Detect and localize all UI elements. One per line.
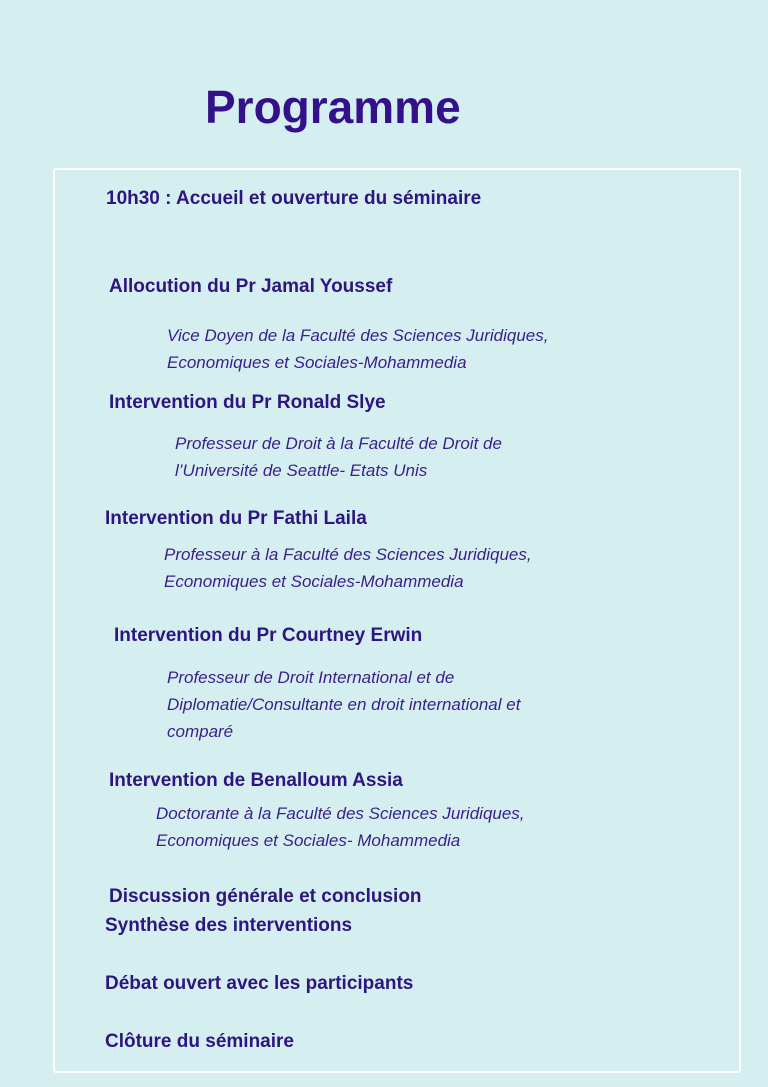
item-description-fathi-laila	[164, 541, 532, 595]
description-line: Vice Doyen de la Faculté des Sciences Juridiques,	[167, 326, 549, 345]
discussion-heading: Discussion générale et conclusion	[109, 886, 422, 907]
description-line: Economiques et Sociales-Mohammedia	[164, 572, 464, 591]
description-line: Professeur de Droit International et de	[167, 668, 455, 687]
description-line: Diplomatie/Consultante en droit international et	[167, 695, 521, 714]
description-line: Economiques et Sociales- Mohammedia	[156, 831, 461, 850]
item-heading-jamal-youssef: Allocution du Pr Jamal Youssef	[109, 276, 393, 297]
item-heading-fathi-laila: Intervention du Pr Fathi Laila	[105, 508, 367, 529]
item-heading-ronald-slye: Intervention du Pr Ronald Slye	[109, 392, 386, 413]
item-description-ronald-slye	[175, 430, 502, 484]
page-title: Programme	[205, 81, 461, 133]
item-heading-benalloum-assia: Intervention de Benalloum Assia	[109, 770, 403, 791]
debat-heading: Débat ouvert avec les participants	[105, 973, 414, 994]
opening-line: 10h30 : Accueil et ouverture du séminaire	[106, 188, 482, 209]
cloture-heading: Clôture du séminaire	[105, 1031, 294, 1052]
description-line: comparé	[167, 722, 234, 741]
synthese-heading: Synthèse des interventions	[105, 915, 353, 936]
description-line: l’Université de Seattle- Etats Unis	[175, 461, 428, 480]
item-description-benalloum-assia	[156, 800, 525, 854]
description-line: Professeur à la Faculté des Sciences Juridiques,	[164, 545, 532, 564]
item-description-jamal-youssef	[167, 322, 548, 376]
item-description-courtney-erwin	[167, 664, 520, 745]
item-heading-courtney-erwin: Intervention du Pr Courtney Erwin	[114, 625, 423, 646]
description-line: Economiques et Sociales-Mohammedia	[167, 353, 467, 372]
description-line: Doctorante à la Faculté des Sciences Juridiques,	[156, 804, 525, 823]
description-line: Professeur de Droit à la Faculté de Droit de	[175, 434, 502, 453]
